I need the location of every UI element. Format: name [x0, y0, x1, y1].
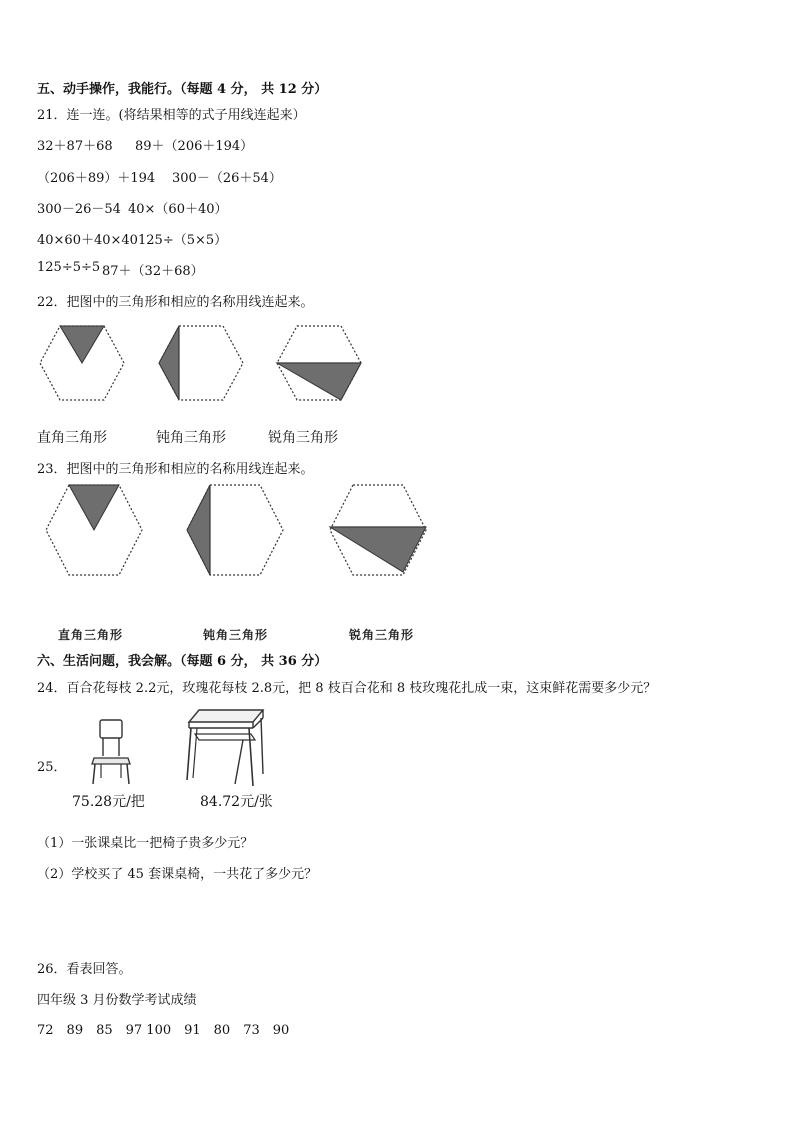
q23-label-acute[interactable]: 锐角三角形 [349, 628, 415, 642]
q26-table-title: 四年级 3 月份数学考试成绩 [37, 993, 197, 1008]
desk-icon [185, 708, 267, 788]
q26-title: 26．看表回答。 [37, 962, 132, 977]
q25-number: 25． [37, 760, 67, 775]
desk-price: 84.72元/张 [200, 794, 273, 810]
q23-hexagon-right-triangle[interactable] [44, 484, 144, 576]
q22-title: 22．把图中的三角形和相应的名称用线连起来。 [37, 295, 314, 310]
q23-hexagon-acute-triangle[interactable] [328, 484, 428, 576]
q21-left-1[interactable]: 32＋87＋68 [37, 139, 113, 154]
chair-icon [90, 718, 132, 786]
q25-sub2: （2）学校买了 45 套课桌椅，一共花了多少元？ [37, 867, 318, 882]
chair-price: 75.28元/把 [72, 794, 145, 810]
q21-right-1[interactable]: 89＋（206＋194） [135, 139, 254, 154]
q25-sub1: （1）一张课桌比一把椅子贵多少元？ [37, 836, 254, 851]
q23-hexagon-obtuse-triangle[interactable] [185, 484, 285, 576]
q21-right-4[interactable]: 125÷（5×5） [138, 233, 228, 248]
q22-label-right[interactable]: 直角三角形 [37, 430, 107, 446]
q24-text: 24．百合花每枝 2.2元，玫瑰花每枝 2.8元，把 8 枝百合花和 8 枝玫瑰花扎成一束，这束鲜花需要多少元？ [37, 681, 657, 696]
q23-title: 23．把图中的三角形和相应的名称用线连起来。 [37, 462, 314, 477]
q22-label-acute[interactable]: 锐角三角形 [268, 430, 338, 446]
q21-left-3[interactable]: 300－26－54 [37, 202, 121, 217]
q21-left-5[interactable]: 125÷5÷5 [37, 260, 101, 275]
q22-hexagon-acute-triangle[interactable] [275, 325, 363, 401]
q22-hexagon-obtuse-triangle[interactable] [157, 325, 245, 401]
q21-right-5[interactable]: 87＋（32＋68） [102, 264, 204, 279]
q26-scores: 72 89 85 97 100 91 80 73 90 [37, 1023, 290, 1038]
q21-title: 21．连一连。(将结果相等的式子用线连起来） [37, 108, 306, 123]
section5-heading: 五、动手操作，我能行。（每题 4 分， 共 12 分） [37, 82, 328, 97]
q22-label-obtuse[interactable]: 钝角三角形 [156, 430, 226, 446]
q22-hexagon-right-triangle[interactable] [38, 325, 126, 401]
q23-label-obtuse[interactable]: 钝角三角形 [203, 628, 269, 642]
q21-right-2[interactable]: 300－（26＋54） [172, 171, 282, 186]
q21-right-3[interactable]: 40×（60＋40） [128, 202, 228, 217]
q21-left-4[interactable]: 40×60＋40×40 [37, 233, 138, 248]
q21-left-2[interactable]: （206＋89）＋194 [37, 171, 156, 186]
q23-label-right[interactable]: 直角三角形 [58, 628, 124, 642]
section6-heading: 六、生活问题，我会解。（每题 6 分， 共 36 分） [37, 654, 328, 669]
